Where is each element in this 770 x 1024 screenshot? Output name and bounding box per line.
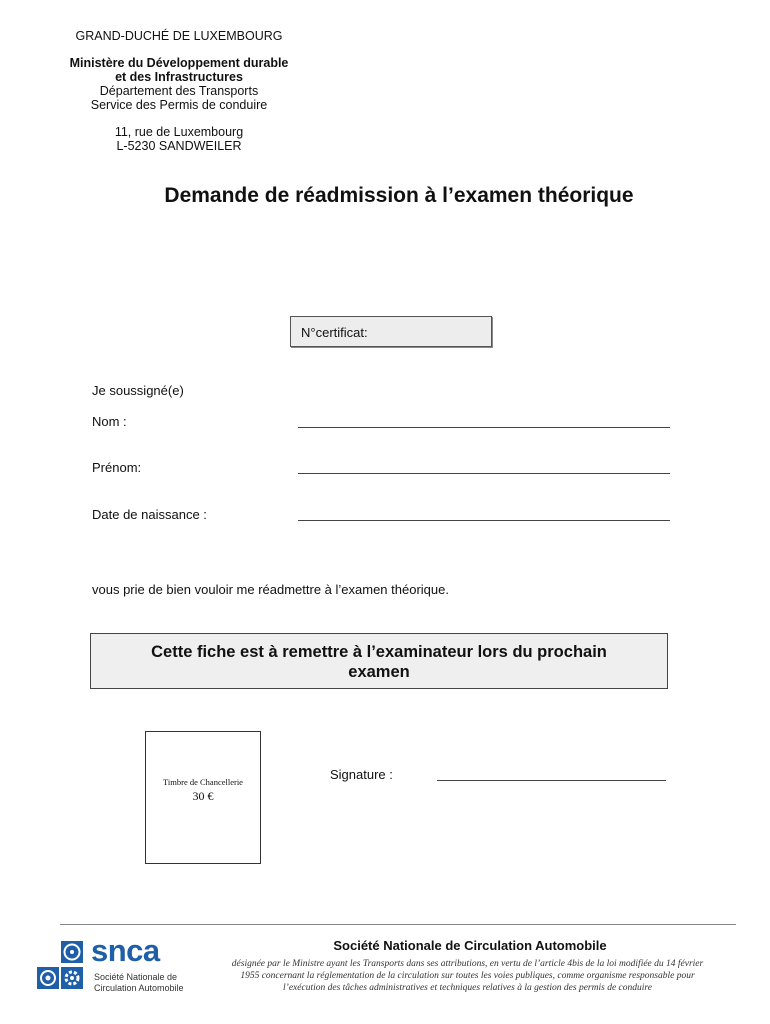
footer-line-3: l’exécution des tâches administratives et techniques relatives à la gestion des permis de conduire <box>283 983 652 993</box>
notice-line-2: examen <box>348 663 410 681</box>
certificate-label: N°certificat: <box>301 325 368 340</box>
certificate-number-field[interactable] <box>290 316 492 347</box>
footer-description <box>200 958 735 994</box>
stamp-box <box>145 731 261 864</box>
notice-box <box>90 633 668 689</box>
prenom-input-line[interactable] <box>298 473 670 474</box>
snca-logo <box>33 933 198 999</box>
document-title: Demande de réadmission à l’examen théorique <box>164 184 634 207</box>
ministry-line-1: Ministère du Développement durable <box>69 56 289 70</box>
nom-input-line[interactable] <box>298 427 670 428</box>
logo-line-1: Société Nationale de <box>94 972 178 982</box>
footer-divider <box>60 924 736 925</box>
intro-text: Je soussigné(e) <box>92 383 184 398</box>
department-name: Département des Transports <box>99 84 259 98</box>
footer-line-2: 1955 concernant la réglementation de la circulation sur toutes les voies publiques, comme organisme responsable pour <box>240 971 695 981</box>
service-name: Service des Permis de conduire <box>90 98 268 112</box>
ministry-name <box>60 56 298 84</box>
logo-brand-text: snca <box>91 933 160 968</box>
logo-subtitle <box>94 972 184 994</box>
country-name: GRAND-DUCHÉ DE LUXEMBOURG <box>75 29 283 43</box>
date-naissance-input-line[interactable] <box>298 520 670 521</box>
notice-line-1: Cette fiche est à remettre à l’examinateur lors du prochain <box>151 643 607 661</box>
stamp-price: 30 € <box>192 789 214 803</box>
department-block <box>60 84 298 112</box>
footer-org-name: Société Nationale de Circulation Automobile <box>333 938 607 953</box>
signature-line[interactable] <box>437 780 666 781</box>
signature-label: Signature : <box>330 767 393 782</box>
address-city: L-5230 SANDWEILER <box>116 139 242 153</box>
address-block <box>60 125 298 153</box>
prenom-label: Prénom: <box>92 460 142 475</box>
request-text: vous prie de bien vouloir me réadmettre à l’examen théorique. <box>92 582 449 597</box>
ministry-line-2: et des Infrastructures <box>115 70 243 84</box>
footer-line-1: désignée par le Ministre ayant les Transports dans ses attributions, en vertu de l’article 4bis de la loi modifiée du 14 février <box>231 959 704 969</box>
date-naissance-label: Date de naissance : <box>92 507 207 522</box>
logo-line-2: Circulation Automobile <box>94 983 184 993</box>
address-street: 11, rue de Luxembourg <box>114 125 244 139</box>
nom-label: Nom : <box>92 414 127 429</box>
stamp-label: Timbre de Chancellerie <box>163 777 243 787</box>
